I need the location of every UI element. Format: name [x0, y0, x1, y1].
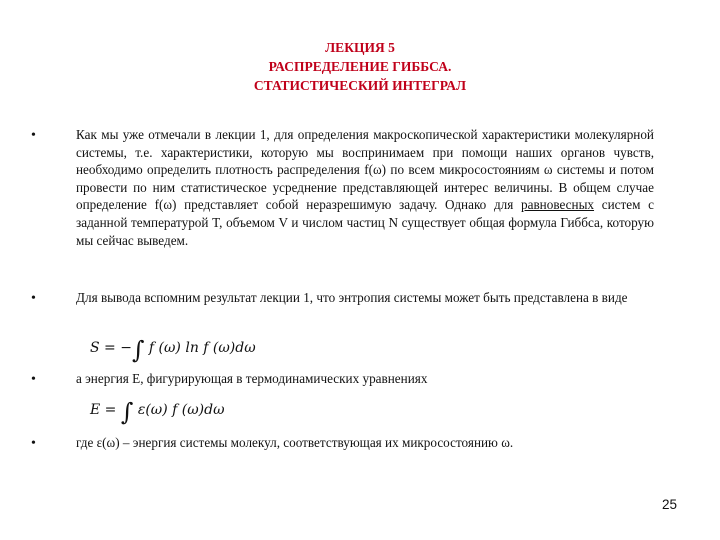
- integral-sign: ∫: [131, 336, 145, 364]
- integral-sign: ∫: [120, 398, 134, 426]
- paragraph-gibbs-intro: [76, 126, 654, 249]
- formula-rhs: f (ω) ln f (ω)dω: [148, 340, 256, 356]
- paragraph-energy-definition: где ε(ω) – энергия системы молекул, соответствующая их микросостоянию ω.: [76, 435, 514, 450]
- title-line-2: РАСПРЕДЕЛЕНИЕ ГИББСА.: [268, 59, 452, 74]
- bullet-marker: •: [31, 436, 36, 451]
- underlined-term: равновесных: [521, 197, 595, 213]
- paragraph-text: систем с заданной температурой T, объемом V и числом частиц N существует общая формула Гиббса, которую мы сейчас выведем.: [76, 197, 654, 248]
- lecture-title: [0, 38, 720, 95]
- bullet-marker: •: [31, 128, 36, 143]
- bullet-marker: •: [31, 291, 36, 306]
- paragraph-energy-intro: а энергия E, фигурирующая в термодинамических уравнениях: [76, 371, 428, 386]
- energy-formula: [90, 398, 224, 426]
- formula-lhs: S = −: [90, 340, 132, 356]
- entropy-formula: [90, 336, 256, 364]
- title-line-1: ЛЕКЦИЯ 5: [325, 40, 395, 55]
- bullet-marker: •: [31, 372, 36, 387]
- formula-lhs: E =: [90, 402, 117, 418]
- title-line-3: СТАТИСТИЧЕСКИЙ ИНТЕГРАЛ: [253, 78, 467, 93]
- page-number: 25: [661, 497, 677, 512]
- paragraph-text: Как мы уже отмечали в лекции 1, для определения макроскопической характеристики молекулярной системы, т.е. характеристики, которую мы воспринимаем при помощи наших органов чувств, необходимо определить плотность распределения f(ω) по всем микросостояниям ω системы и потом провести по ним статистическое усреднение представляющей интерес величины. В общем случае определение f(ω) представляет собой неразрешимую задачу. Однако для: [76, 127, 654, 213]
- formula-rhs: ε(ω) f (ω)dω: [137, 402, 225, 418]
- paragraph-entropy-intro: Для вывода вспомним результат лекции 1, что энтропия системы может быть представлена в виде: [76, 290, 628, 305]
